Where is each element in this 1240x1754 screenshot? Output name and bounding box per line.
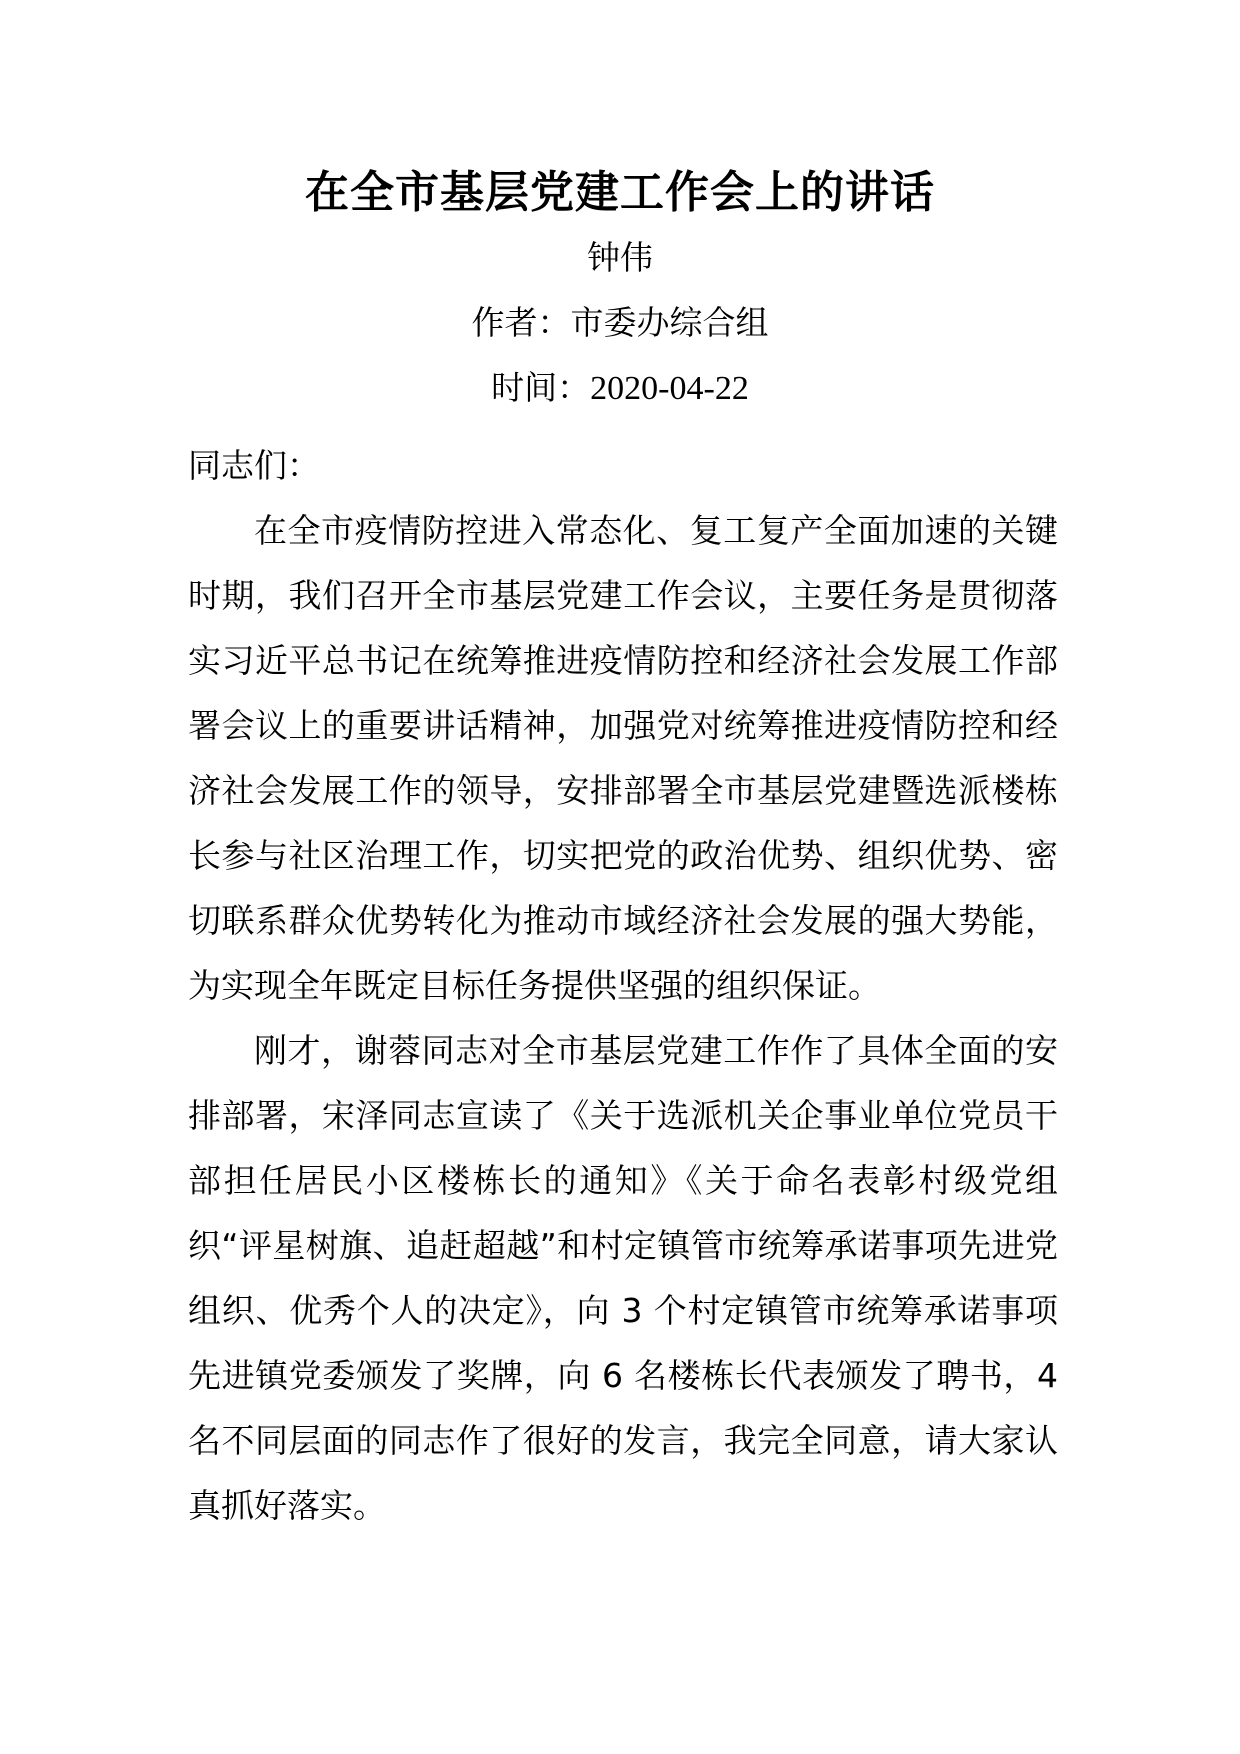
date-label: 时间： xyxy=(491,368,591,407)
salutation: 同志们： xyxy=(188,446,320,485)
author-label: 作者： xyxy=(471,303,571,342)
date-line xyxy=(0,365,1240,412)
document-body xyxy=(188,433,1058,1538)
speaker-name: 钟伟 xyxy=(587,238,653,277)
author-line xyxy=(0,300,1240,346)
paragraph-1: 在全市疫情防控进入常态化、复工复产全面加速的关键时期，我们召开全市基层党建工作会议，主要任务是贯彻落实习近平总书记在统筹推进疫情防控和经济社会发展工作部署会议上的重要讲话精神，加强党对统筹推进疫情防控和经济社会发展工作的领导，安排部署全市基层党建暨选派楼栋长参与社区治理工作，切实把党的政治优势、组织优势、密切联系群众优势转化为推动市域经济社会发展的强大势能，为实现全年既定目标任务提供坚强的组织保证。 xyxy=(188,511,1058,1005)
document-title: 在全市基层党建工作会上的讲话 xyxy=(305,167,935,218)
date-value: 2020-04-22 xyxy=(590,370,749,407)
author-value: 市委办综合组 xyxy=(570,303,769,342)
paragraph-2: 刚才，谢蓉同志对全市基层党建工作作了具体全面的安排部署，宋泽同志宣读了《关于选派机关企事业单位党员干部担任居民小区楼栋长的通知》《关于命名表彰村级党组织“评星树旗、追赶超越”和村定镇管市统筹承诺事项先进党组织、优秀个人的决定》，向 3 个村定镇管市统筹承诺事项先进镇党委颁发了奖牌，向 6 名楼栋长代表颁发了聘书，4 名不同层面的同志作了很好的发言，我完全同意，请大家认真抓好落实。 xyxy=(188,1031,1058,1525)
